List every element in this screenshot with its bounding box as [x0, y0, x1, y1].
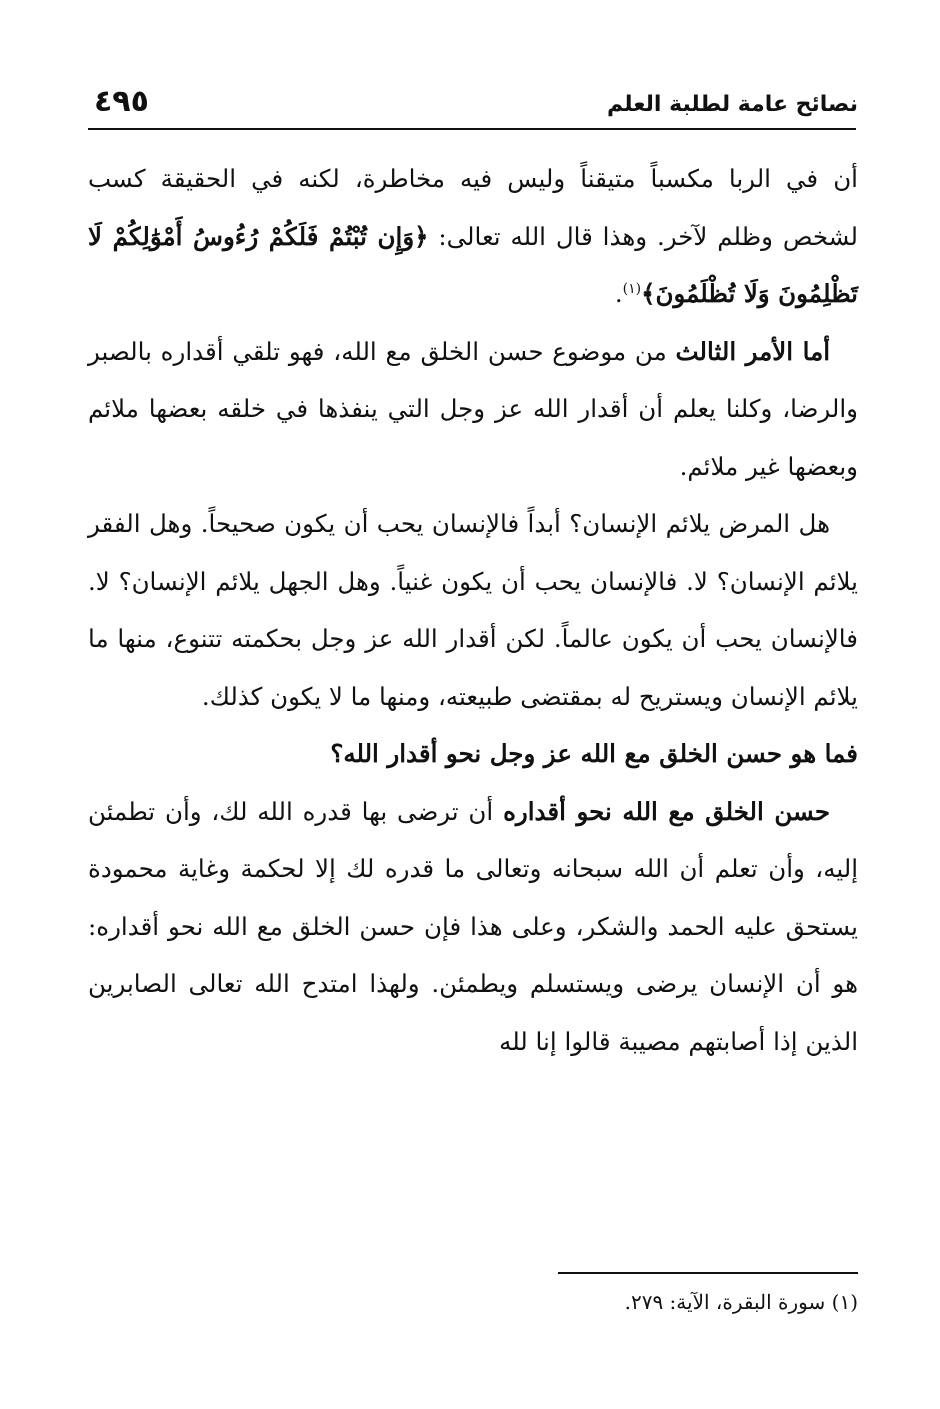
paragraph-4-text: أن ترضى بها قدره الله لك، وأن تطمئن إليه، وأن تعلم أن الله سبحانه وتعالى ما قدره لك إلا لحكمة وغاية محمودة يستحق عليه الحمد والشكر، وعلى هذا فإن حسن الخلق مع الله نحو أقداره: هو أن الإنسان يرضى ويستسلم ويطمئن. ولهذا امتدح الله تعالى الصابرين الذين إذا أصابتهم مصيبة قالوا إنا لله: [88, 796, 858, 1056]
paragraph-1: [88, 150, 858, 323]
paragraph-2: [88, 323, 858, 496]
paragraph-4: [88, 783, 858, 1071]
page-number: ٤٩٥: [94, 84, 149, 119]
footnote-marker: (١): [622, 280, 642, 297]
paragraph-1-end: .: [614, 279, 623, 308]
paragraph-1-text: أن في الربا مكسباً متيقناً وليس فيه مخاطرة، لكنه في الحقيقة كسب لشخص وظلم لآخر. وهذا قال الله تعالى:: [88, 164, 859, 251]
header-rule: [88, 128, 856, 130]
paragraph-4-lead: حسن الخلق مع الله نحو أقداره: [503, 796, 830, 826]
quran-verse: ﴿وَإِن تُبْتُمْ فَلَكُمْ رُءُوسُ أَمْوَٰلِكُمْ لَا تَظْلِمُونَ وَلَا تُظْلَمُونَ﴾: [88, 221, 858, 308]
footnote-rule: [558, 1272, 858, 1274]
paragraph-2-lead: أما الأمر الثالث: [675, 336, 830, 366]
main-text: [88, 150, 858, 1070]
footnote: (١) سورة البقرة، الآية: ٢٧٩.: [624, 1290, 858, 1314]
section-heading: فما هو حسن الخلق مع الله عز وجل نحو أقدار الله؟: [330, 739, 858, 768]
running-title: نصائح عامة لطلبة العلم: [607, 92, 858, 117]
paragraph-3: هل المرض يلائم الإنسان؟ أبداً فالإنسان يحب أن يكون صحيحاً. وهل الفقر يلائم الإنسان؟ لا. فالإنسان يحب أن يكون غنياً. وهل الجهل يلائم الإنسان؟ لا. فالإنسان يحب أن يكون عالماً. لكن أقدار الله عز وجل بحكمته تتنوع، منها ما يلائم الإنسان ويستريح له بمقتضى طبيعته، ومنها ما لا يكون كذلك.: [88, 509, 858, 711]
page-header: [88, 84, 858, 128]
paragraph-2-text: من موضوع حسن الخلق مع الله، فهو تلقي أقداره بالصبر والرضا، وكلنا يعلم أن أقدار الله عز وجل التي ينفذها في خلقه بعضها ملائم وبعضها غير ملائم.: [88, 336, 858, 481]
